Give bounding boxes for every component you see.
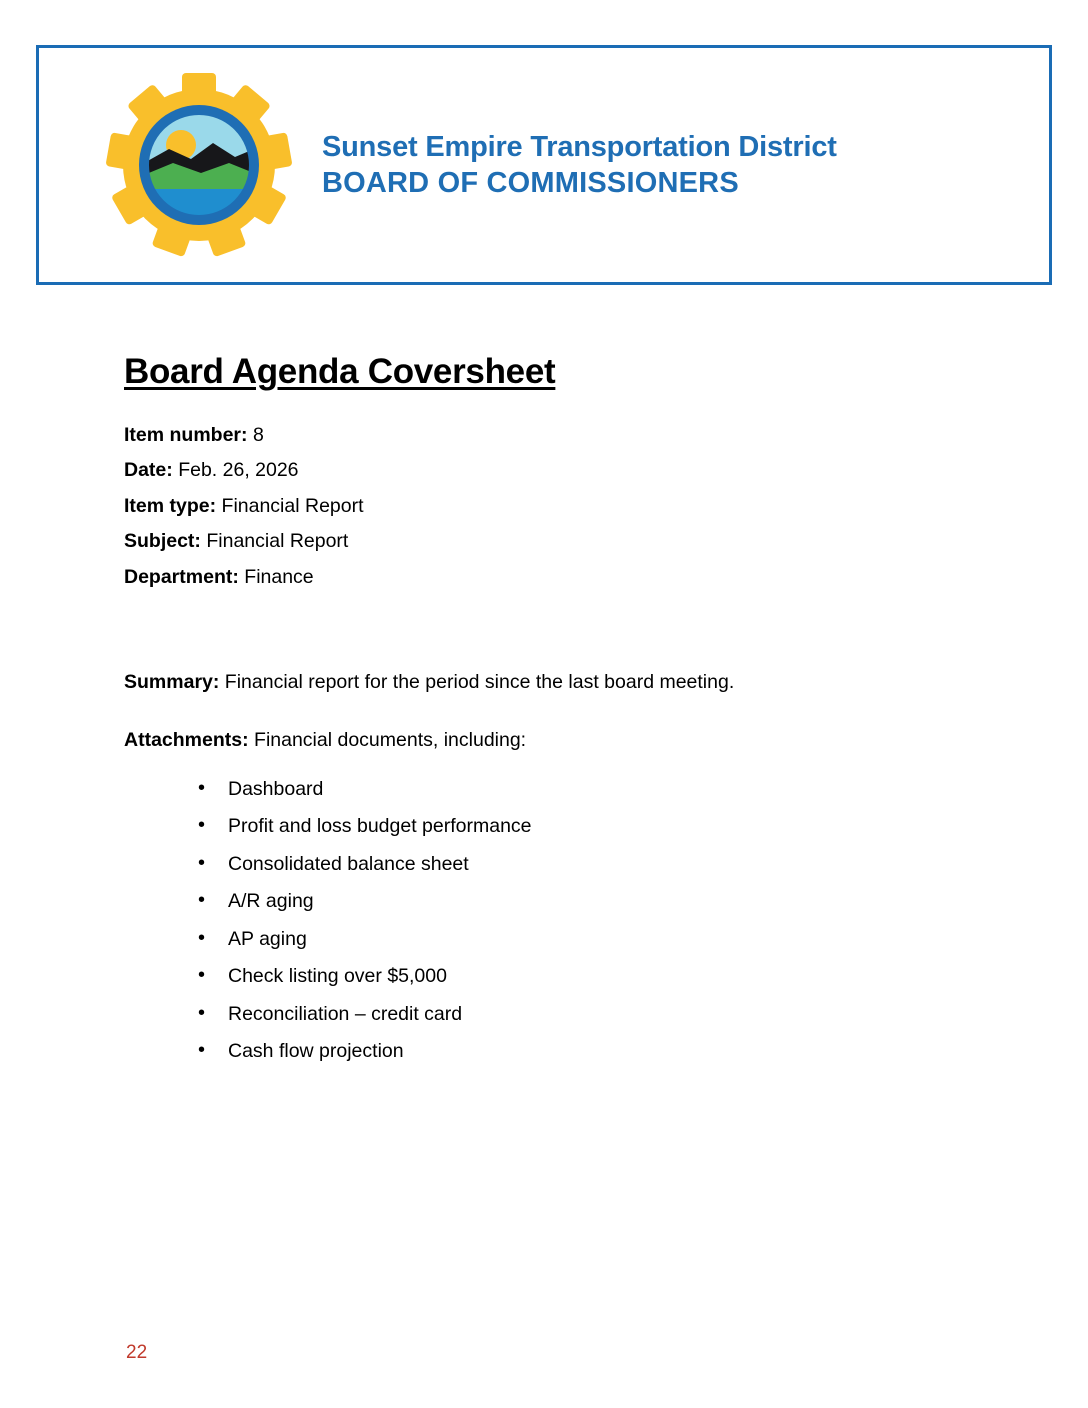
- meta-row-subject: [124, 524, 1004, 559]
- list-item: • A/R aging: [198, 892, 1004, 912]
- summary-paragraph: [124, 667, 1004, 698]
- organization-logo: [94, 70, 304, 260]
- list-item: • Dashboard: [198, 780, 1004, 800]
- meta-label: Item number:: [124, 424, 248, 446]
- list-item: • Check listing over $5,000: [198, 967, 1004, 987]
- header-titles: [322, 129, 837, 202]
- page-number: 22: [126, 1342, 148, 1363]
- attachments-label: Attachments:: [124, 728, 249, 751]
- summary-label: Summary:: [124, 671, 220, 694]
- meta-value: Feb. 26, 2026: [178, 459, 299, 482]
- meta-label: Subject:: [124, 530, 201, 553]
- meta-label: Item type:: [124, 494, 217, 517]
- meta-value: Finance: [244, 565, 314, 588]
- meta-value: 8: [252, 424, 264, 446]
- attachments-text: Financial documents, including:: [254, 728, 527, 751]
- list-item: • Consolidated balance sheet: [198, 855, 1004, 875]
- meta-label: Department:: [124, 565, 239, 588]
- agenda-meta-list: [124, 418, 1004, 595]
- board-name: BOARD OF COMMISSIONERS: [322, 167, 739, 199]
- meta-row-item-number: [124, 418, 1004, 453]
- meta-row-department: [124, 560, 1004, 595]
- list-item: • Reconciliation – credit card: [198, 1005, 1004, 1025]
- summary-text: Financial report for the period since the last board meeting.: [224, 671, 735, 694]
- meta-row-date: [124, 453, 1004, 488]
- organization-name: Sunset Empire Transportation District: [322, 130, 837, 163]
- list-item: • Profit and loss budget performance: [198, 817, 1004, 837]
- meta-value: Financial Report: [206, 530, 349, 553]
- gear-sunset-logo-icon: [99, 73, 299, 258]
- attachments-paragraph: [124, 725, 1004, 756]
- meta-label: Date:: [124, 459, 173, 482]
- list-item: • AP aging: [198, 930, 1004, 950]
- attachments-list: [124, 777, 1004, 1063]
- meta-value: Financial Report: [221, 494, 364, 517]
- page-title: Board Agenda Coversheet: [124, 352, 556, 391]
- list-item: • Cash flow projection: [198, 1042, 1004, 1062]
- document-header-banner: [36, 45, 1052, 285]
- document-body: [124, 352, 1004, 1080]
- meta-row-item-type: [124, 489, 1004, 524]
